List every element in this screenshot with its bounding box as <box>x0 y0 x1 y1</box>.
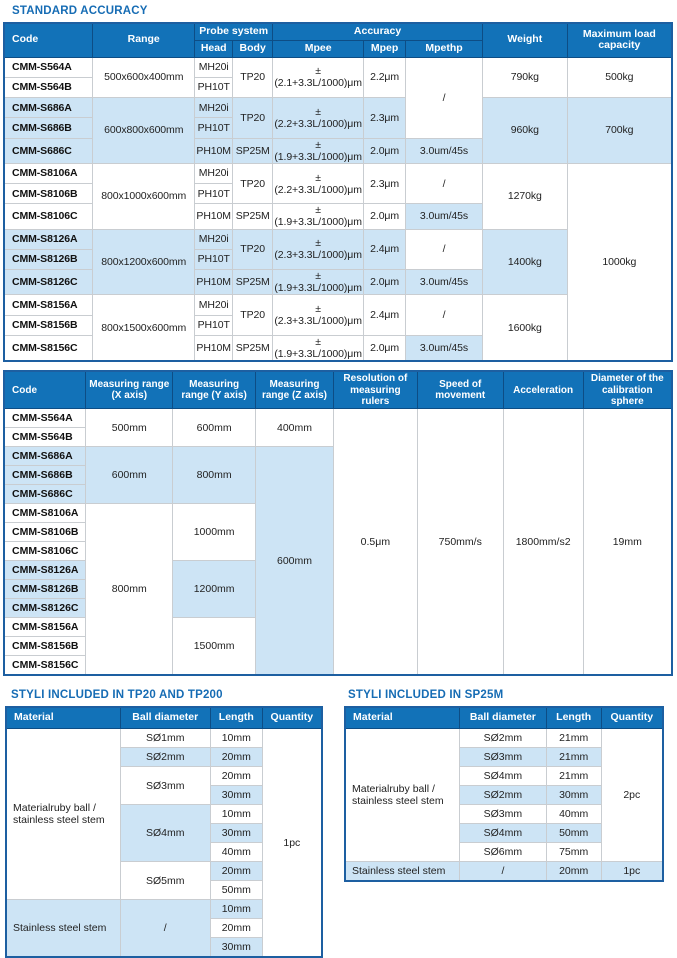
table-row <box>345 729 663 748</box>
weight-header: Weight <box>482 23 567 57</box>
weight-cell: 790kg <box>482 57 567 98</box>
body-header: Body <box>233 40 273 57</box>
range-cell: 600x800x600mm <box>93 98 195 164</box>
calibration-sphere-header: Diameter of the calibration sphere <box>583 371 672 409</box>
mpee-cell: ±(2.3+3.3L/1000)μm <box>273 295 364 336</box>
mpep-header: Mpep <box>364 40 406 57</box>
code-cell: CMM-S8126C <box>4 599 86 618</box>
code-cell: CMM-S8106B <box>4 184 93 204</box>
head-cell: PH10M <box>195 204 233 229</box>
ball-diameter-cell: SØ3mm <box>460 805 547 824</box>
length-cell: 20mm <box>210 919 262 938</box>
length-cell: 20mm <box>210 862 262 881</box>
range-cell: 800x1200x600mm <box>93 229 195 295</box>
length-cell: 20mm <box>546 862 601 881</box>
mpep-cell: 2.3μm <box>364 98 406 139</box>
code-cell: CMM-S8106A <box>4 163 93 183</box>
mpep-cell: 2.4μm <box>364 295 406 336</box>
code-cell: CMM-S8156C <box>4 335 93 361</box>
head-cell: PH10T <box>195 315 233 335</box>
y-range-cell: 1500mm <box>173 618 256 675</box>
z-range-cell: 600mm <box>256 447 334 675</box>
length-cell: 21mm <box>546 729 601 748</box>
section-title-standard-accuracy: STANDARD ACCURACY <box>12 5 148 17</box>
ball-diameter-cell: / <box>120 900 210 957</box>
weight-cell: 1600kg <box>482 295 567 361</box>
head-cell: MH20i <box>195 295 233 315</box>
mpethp-cell: / <box>406 229 483 270</box>
length-cell: 75mm <box>546 843 601 862</box>
mpep-cell: 2.0μm <box>364 335 406 361</box>
mpethp-cell: / <box>406 57 483 138</box>
mpethp-cell: / <box>406 295 483 336</box>
range-cell: 500x600x400mm <box>93 57 195 98</box>
ball-diameter-cell: SØ2mm <box>460 729 547 748</box>
table-row <box>345 862 663 881</box>
body-cell: SP25M <box>233 138 273 163</box>
table-row <box>6 729 322 748</box>
head-cell: MH20i <box>195 57 233 77</box>
length-cell: 30mm <box>546 786 601 805</box>
probe-system-header: Probe system <box>195 23 273 40</box>
ball-diameter-cell: SØ4mm <box>120 805 210 862</box>
length-cell: 10mm <box>210 805 262 824</box>
length-header: Length <box>210 707 262 729</box>
length-cell: 30mm <box>210 824 262 843</box>
ball-diameter-cell: SØ2mm <box>120 748 210 767</box>
mpep-cell: 2.2μm <box>364 57 406 98</box>
x-range-cell: 800mm <box>86 504 173 675</box>
code-cell: CMM-S564A <box>4 57 93 77</box>
material-header: Material <box>6 707 120 729</box>
mpee-cell: ±(2.1+3.3L/1000)μm <box>273 57 364 98</box>
material-cell: Stainless steel stem <box>345 862 460 881</box>
styli-tp20-table <box>5 706 323 958</box>
code-header: Code <box>4 371 86 409</box>
head-cell: PH10M <box>195 138 233 163</box>
weight-cell: 1270kg <box>482 163 567 229</box>
head-cell: PH10M <box>195 335 233 361</box>
quantity-cell: 1pc <box>262 729 322 957</box>
accuracy-header: Accuracy <box>273 23 483 40</box>
styli-tp20-section <box>5 687 323 958</box>
code-cell: CMM-S564B <box>4 77 93 97</box>
load-cell: 500kg <box>567 57 672 98</box>
mpep-cell: 2.0μm <box>364 138 406 163</box>
head-cell: PH10M <box>195 270 233 295</box>
measuring-range-section <box>3 370 673 676</box>
quantity-header: Quantity <box>262 707 322 729</box>
length-header: Length <box>546 707 601 729</box>
body-cell: TP20 <box>233 57 273 98</box>
mpee-cell: ±(2.2+3.3L/1000)μm <box>273 98 364 139</box>
code-cell: CMM-S8156A <box>4 618 86 637</box>
resolution-header: Resolution of measuring rulers <box>333 371 417 409</box>
quantity-header: Quantity <box>601 707 663 729</box>
head-cell: MH20i <box>195 98 233 118</box>
head-header: Head <box>195 40 233 57</box>
length-cell: 30mm <box>210 938 262 957</box>
mpethp-header: Mpethp <box>406 40 483 57</box>
y-range-cell: 1200mm <box>173 561 256 618</box>
styli-sp25m-section <box>344 687 664 882</box>
body-cell: TP20 <box>233 295 273 336</box>
load-cell: 700kg <box>567 98 672 164</box>
length-cell: 21mm <box>546 767 601 786</box>
weight-cell: 960kg <box>482 98 567 164</box>
code-cell: CMM-S8126B <box>4 249 93 269</box>
code-cell: CMM-S8126A <box>4 561 86 580</box>
head-cell: PH10T <box>195 118 233 138</box>
ball-diameter-header: Ball diameter <box>120 707 210 729</box>
mpethp-cell: 3.0um/45s <box>406 270 483 295</box>
code-cell: CMM-S8156A <box>4 295 93 315</box>
length-cell: 21mm <box>546 748 601 767</box>
mpethp-cell: 3.0um/45s <box>406 335 483 361</box>
body-cell: TP20 <box>233 98 273 139</box>
mpep-cell: 2.0μm <box>364 270 406 295</box>
head-cell: PH10T <box>195 249 233 269</box>
measuring-range-table <box>3 370 673 676</box>
code-cell: CMM-S8126B <box>4 580 86 599</box>
ball-diameter-cell: SØ5mm <box>120 862 210 900</box>
code-cell: CMM-S8106B <box>4 523 86 542</box>
load-cell: 1000kg <box>567 163 672 361</box>
ball-diameter-cell: / <box>460 862 547 881</box>
head-cell: PH10T <box>195 77 233 97</box>
ball-diameter-header: Ball diameter <box>460 707 547 729</box>
weight-cell: 1400kg <box>482 229 567 295</box>
mpee-header: Mpee <box>273 40 364 57</box>
mpethp-cell: / <box>406 163 483 204</box>
length-cell: 30mm <box>210 786 262 805</box>
mpee-cell: ±(1.9+3.3L/1000)μm <box>274 204 362 229</box>
speed-cell: 750mm/s <box>417 409 503 675</box>
length-cell: 40mm <box>546 805 601 824</box>
length-cell: 10mm <box>210 900 262 919</box>
mpethp-cell: 3.0um/45s <box>406 204 483 229</box>
material-cell: Materialruby ball / stainless steel stem <box>345 729 460 862</box>
ball-diameter-cell: SØ6mm <box>460 843 547 862</box>
code-cell: CMM-S686A <box>4 447 86 466</box>
table-row <box>4 57 672 77</box>
body-cell: TP20 <box>233 163 273 204</box>
mpee-cell: ±(1.9+3.3L/1000)μm <box>274 270 362 295</box>
mpethp-cell: 3.0um/45s <box>406 138 483 163</box>
styli-section <box>3 687 673 958</box>
table-row <box>4 409 672 428</box>
length-cell: 10mm <box>210 729 262 748</box>
mpee-cell: ±(2.3+3.3L/1000)μm <box>273 229 364 270</box>
standard-accuracy-section <box>3 22 673 362</box>
length-cell: 20mm <box>210 748 262 767</box>
code-cell: CMM-S8106A <box>4 504 86 523</box>
code-cell: CMM-S8156C <box>4 656 86 675</box>
length-cell: 50mm <box>546 824 601 843</box>
mpep-cell: 2.3μm <box>364 163 406 204</box>
x-range-header: Measuring range (X axis) <box>86 371 173 409</box>
length-cell: 50mm <box>210 881 262 900</box>
length-cell: 40mm <box>210 843 262 862</box>
y-range-cell: 600mm <box>173 409 256 447</box>
mpee-cell: ±(1.9+3.3L/1000)μm <box>274 335 362 360</box>
range-header: Range <box>93 23 195 57</box>
code-cell: CMM-S8156B <box>4 637 86 656</box>
x-range-cell: 500mm <box>86 409 173 447</box>
y-range-header: Measuring range (Y axis) <box>173 371 256 409</box>
calibration-sphere-cell: 19mm <box>583 409 672 675</box>
body-cell: SP25M <box>233 204 273 229</box>
code-cell: CMM-S686B <box>4 118 93 138</box>
ball-diameter-cell: SØ4mm <box>460 767 547 786</box>
code-cell: CMM-S8106C <box>4 542 86 561</box>
body-cell: TP20 <box>233 229 273 270</box>
code-cell: CMM-S686C <box>4 485 86 504</box>
material-cell: Stainless steel stem <box>6 900 120 957</box>
mpep-cell: 2.0μm <box>364 204 406 229</box>
quantity-cell: 2pc <box>601 729 663 862</box>
material-header: Material <box>345 707 460 729</box>
material-cell: Materialruby ball / stainless steel stem <box>6 729 120 900</box>
ball-diameter-cell: SØ1mm <box>120 729 210 748</box>
table-row <box>4 98 672 118</box>
x-range-cell: 600mm <box>86 447 173 504</box>
z-range-header: Measuring range (Z axis) <box>256 371 334 409</box>
section-title-styli-tp20: STYLI INCLUDED IN TP20 AND TP200 <box>11 688 223 701</box>
resolution-cell: 0.5μm <box>333 409 417 675</box>
code-cell: CMM-S686B <box>4 466 86 485</box>
code-cell: CMM-S564A <box>4 409 86 428</box>
ball-diameter-cell: SØ2mm <box>460 786 547 805</box>
code-cell: CMM-S8156B <box>4 315 93 335</box>
code-cell: CMM-S686A <box>4 98 93 118</box>
code-header: Code <box>4 23 93 57</box>
speed-header: Speed of movement <box>417 371 503 409</box>
code-cell: CMM-S564B <box>4 428 86 447</box>
code-cell: CMM-S686C <box>4 138 93 163</box>
head-cell: MH20i <box>195 163 233 183</box>
mpep-cell: 2.4μm <box>364 229 406 270</box>
z-range-cell: 400mm <box>256 409 334 447</box>
acceleration-header: Acceleration <box>503 371 583 409</box>
y-range-cell: 1000mm <box>173 504 256 561</box>
y-range-cell: 800mm <box>173 447 256 504</box>
range-cell: 800x1500x600mm <box>93 295 195 361</box>
length-cell: 20mm <box>210 767 262 786</box>
ball-diameter-cell: SØ3mm <box>460 748 547 767</box>
body-cell: SP25M <box>233 335 273 361</box>
head-cell: MH20i <box>195 229 233 249</box>
code-cell: CMM-S8106C <box>4 204 93 229</box>
mpee-cell: ±(1.9+3.3L/1000)μm <box>274 138 362 163</box>
code-cell: CMM-S8126C <box>4 270 93 295</box>
styli-sp25m-table <box>344 706 664 882</box>
ball-diameter-cell: SØ4mm <box>460 824 547 843</box>
range-cell: 800x1000x600mm <box>93 163 195 229</box>
body-cell: SP25M <box>233 270 273 295</box>
acceleration-cell: 1800mm/s2 <box>503 409 583 675</box>
table-row <box>4 163 672 183</box>
max-load-header: Maximum load capacity <box>567 23 672 57</box>
code-cell: CMM-S8126A <box>4 229 93 249</box>
ball-diameter-cell: SØ3mm <box>120 767 210 805</box>
standard-accuracy-table <box>3 22 673 362</box>
mpee-cell: ±(2.2+3.3L/1000)μm <box>273 163 364 204</box>
head-cell: PH10T <box>195 184 233 204</box>
section-title-styli-sp25m: STYLI INCLUDED IN SP25M <box>348 688 504 701</box>
quantity-cell: 1pc <box>601 862 663 881</box>
